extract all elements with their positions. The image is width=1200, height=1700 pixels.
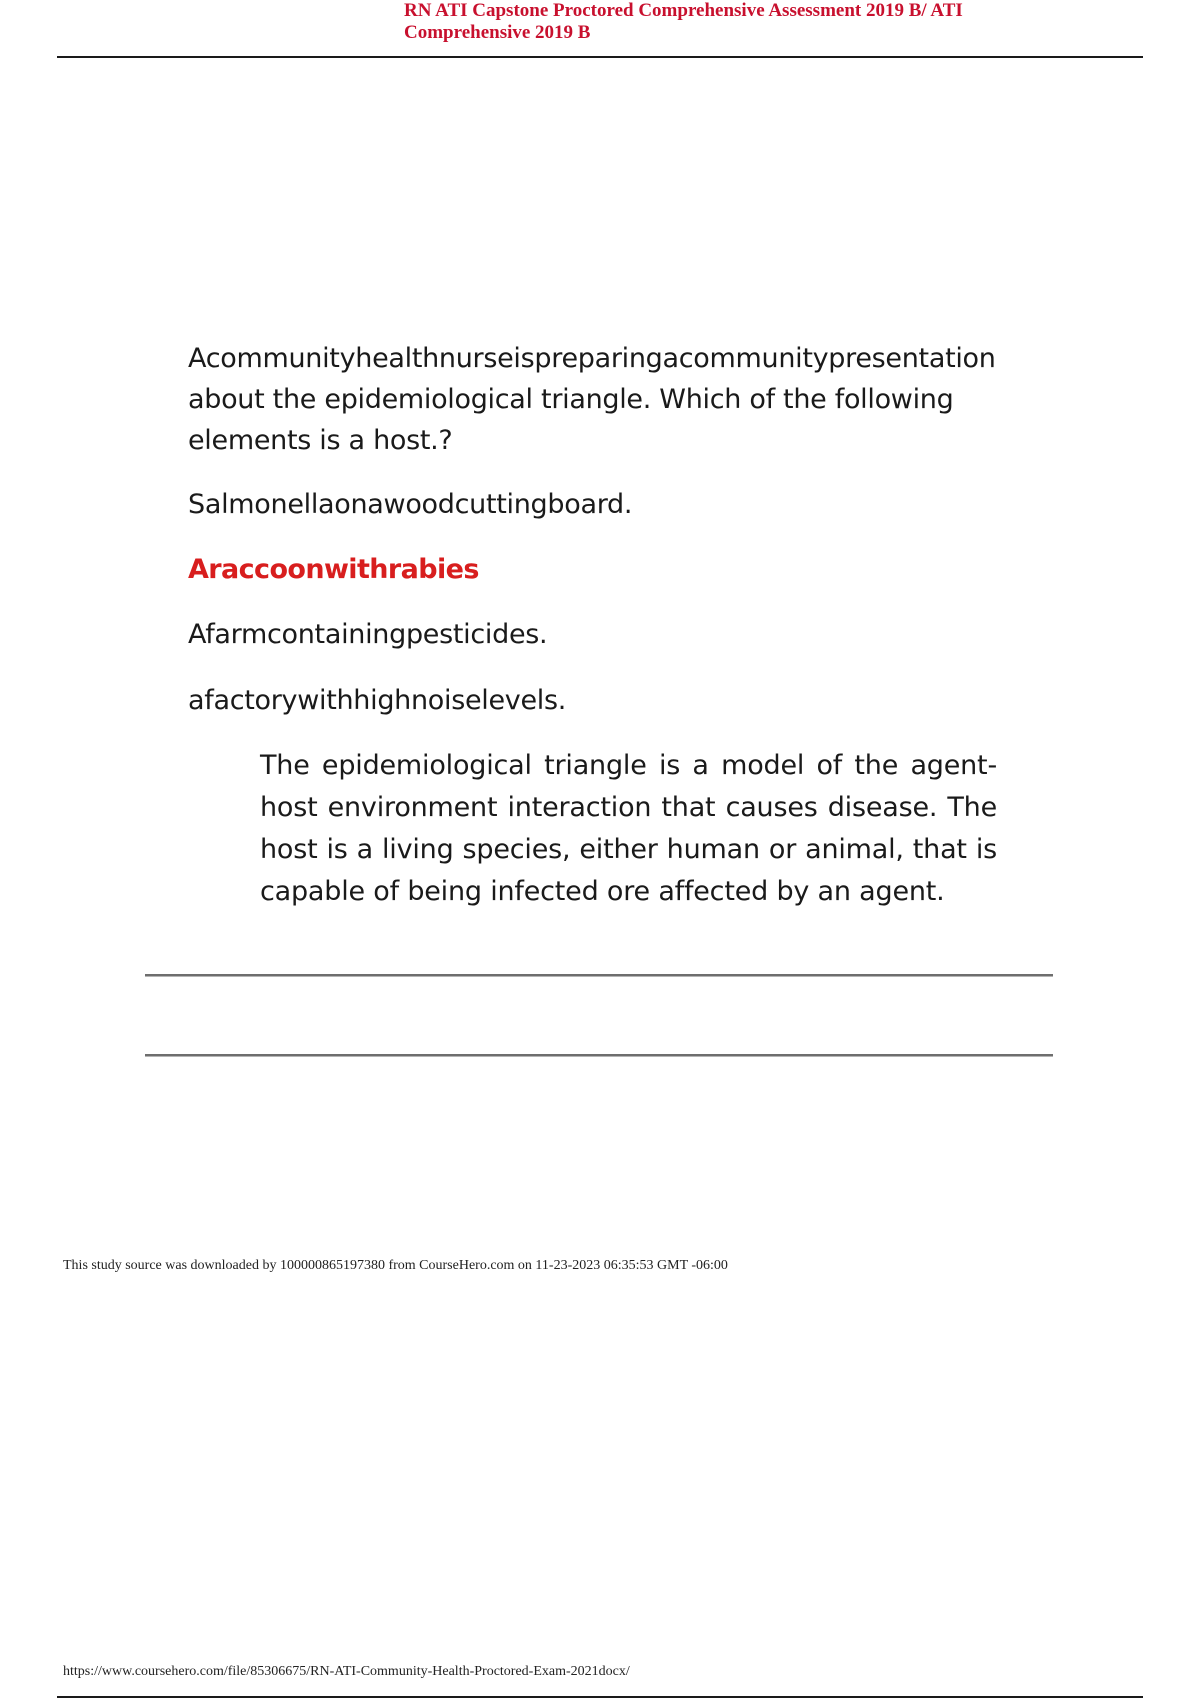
footer-divider: [57, 1696, 1143, 1698]
answer-option-1: Salmonellaonawoodcuttingboard.: [188, 489, 633, 520]
header-divider: [57, 56, 1143, 58]
section-divider-top: [145, 974, 1053, 977]
answer-option-2-correct: Araccoonwithrabies: [188, 554, 479, 585]
download-watermark-note: This study source was downloaded by 100000865197380 from CourseHero.com on 11-23-2023 06:35:53 GMT -06:00: [63, 1258, 728, 1273]
document-header-title: RN ATI Capstone Proctored Comprehensive Assessment 2019 B/ ATI Comprehensive 2019 B: [404, 0, 963, 43]
answer-option-4: afactorywithhighnoiselevels.: [188, 685, 567, 716]
question-stem: Acommunityhealthnurseispreparingacommunitypresentation about the epidemiological triangle. Which of the following elements is a host.?: [188, 343, 996, 456]
answer-rationale: The epidemiological triangle is a model of the agent-host environment interaction that causes disease. The host is a living species, either human or animal, that is capable of being infected ore affected by an agent.: [260, 750, 997, 907]
section-divider-bottom: [145, 1054, 1053, 1057]
answer-option-3: Afarmcontainingpesticides.: [188, 619, 548, 650]
source-url: https://www.coursehero.com/file/85306675/RN-ATI-Community-Health-Proctored-Exam-2021docx/: [63, 1664, 630, 1679]
